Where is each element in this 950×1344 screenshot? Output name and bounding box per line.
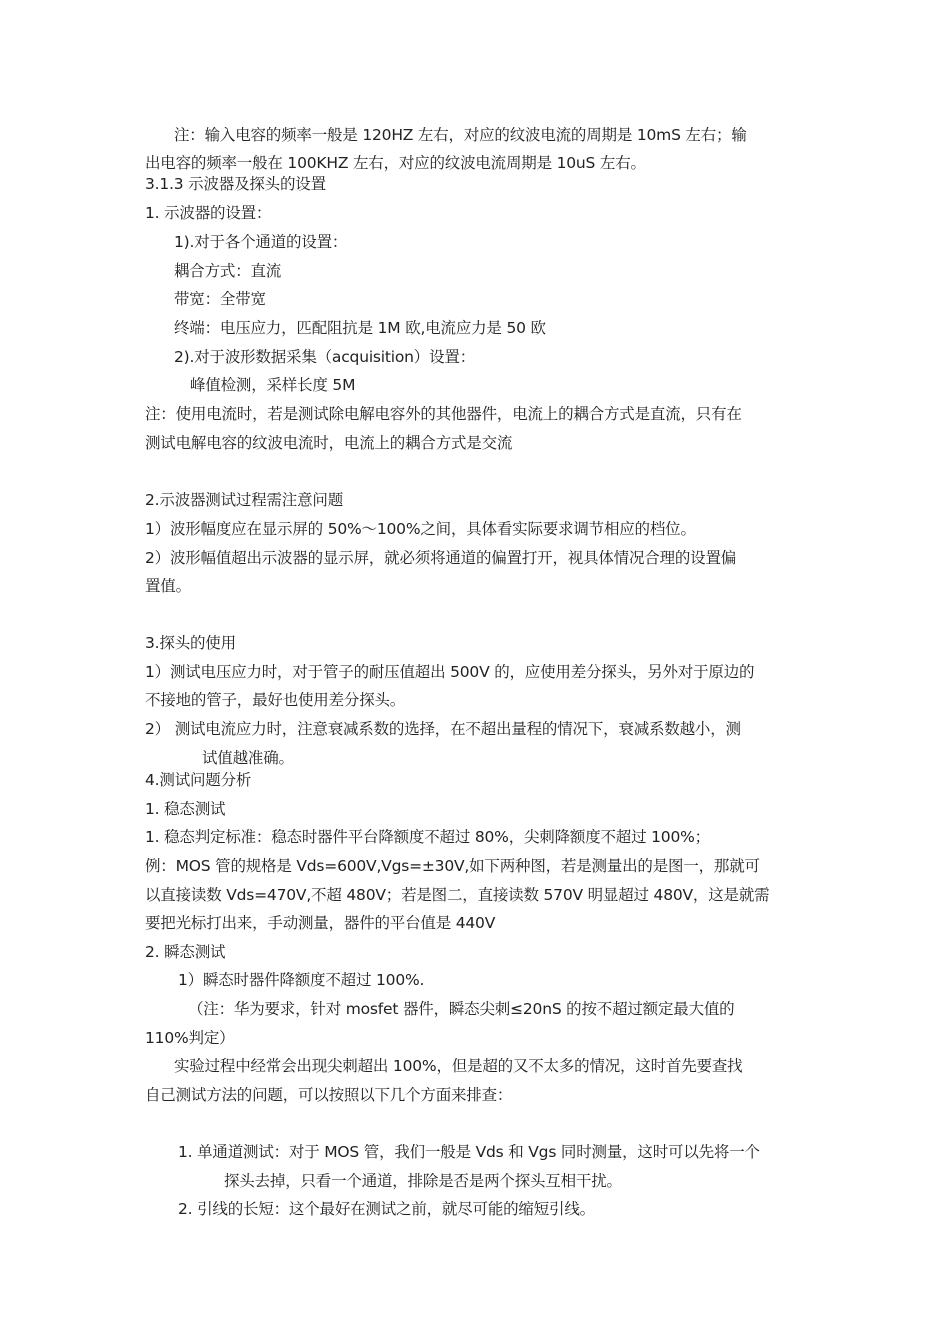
text-line: 2）波形幅值超出示波器的显示屏，就必须将通道的偏置打开，视具体情况合理的设置偏 — [145, 549, 737, 567]
text-line: 出电容的频率一般在 100KHZ 左右，对应的纹波电流周期是 10uS 左右。 — [145, 154, 646, 172]
section-heading: 3.1.3 示波器及探头的设置 — [145, 175, 326, 193]
text-line: （注：华为要求，针对 mosfet 器件，瞬态尖刺≤20nS 的按不超过额定最大值的 — [188, 1000, 735, 1018]
text-line: 1).对于各个通道的设置： — [174, 233, 348, 251]
text-line: 自己测试方法的问题，可以按照以下几个方面来排查： — [145, 1086, 513, 1104]
list-item: 1. 单通道测试：对于 MOS 管，我们一般是 Vds 和 Vgs 同时测量，这时可以先将一个 — [178, 1143, 760, 1161]
text-line: 试值越准确。 — [202, 749, 294, 767]
text-line: 2).对于波形数据采集（acquisition）设置： — [174, 348, 475, 366]
text-line: 2） 测试电流应力时，注意衰减系数的选择，在不超出量程的情况下，衰减系数越小，测 — [145, 720, 741, 738]
subsection-heading: 3.探头的使用 — [145, 634, 236, 652]
text-line: 1）波形幅度应在显示屏的 50%～100%之间，具体看实际要求调节相应的档位。 — [145, 520, 696, 538]
text-line: 不接地的管子，最好也使用差分探头。 — [145, 691, 406, 709]
text-line: 以直接读数 Vds=470V,不超 480V；若是图二，直接读数 570V 明显超过 480V，这是就需 — [145, 886, 770, 904]
note-line: 测试电解电容的纹波电流时，电流上的耦合方式是交流 — [145, 434, 513, 452]
text-line: 1. 稳态测试 — [145, 800, 226, 818]
subsection-heading: 1. 示波器的设置： — [145, 204, 272, 222]
text-line: 终端：电压应力，匹配阻抗是 1M 欧,电流应力是 50 欧 — [174, 319, 546, 337]
text-line: 1）瞬态时器件降额度不超过 100%. — [178, 971, 425, 989]
text-line: 要把光标打出来，手动测量，器件的平台值是 440V — [145, 914, 496, 932]
subsection-heading: 2.示波器测试过程需注意问题 — [145, 491, 343, 509]
text-line: 带宽：全带宽 — [174, 290, 266, 308]
text-line: 1）测试电压应力时，对于管子的耐压值超出 500V 的，应使用差分探头，另外对于原边的 — [145, 663, 755, 681]
text-line: 2. 瞬态测试 — [145, 943, 226, 961]
text-line: 耦合方式：直流 — [174, 262, 282, 280]
subsection-heading: 4.测试问题分析 — [145, 771, 252, 789]
text-line: 注：输入电容的频率一般是 120HZ 左右，对应的纹波电流的周期是 10mS 左右；输 — [174, 126, 747, 144]
text-line: 实验过程中经常会出现尖刺超出 100%，但是超的又不太多的情况，这时首先要查找 — [174, 1057, 743, 1075]
text-line: 置值。 — [145, 577, 191, 595]
text-line: 1. 稳态判定标准：稳态时器件平台降额度不超过 80%，尖刺降额度不超过 100%； — [145, 828, 710, 846]
text-line: 峰值检测，采样长度 5M — [190, 376, 356, 394]
text-line: 例：MOS 管的规格是 Vds=600V,Vgs=±30V,如下两种图，若是测量出的是图一，那就可 — [145, 857, 760, 875]
list-item: 探头去掉，只看一个通道，排除是否是两个探头互相干扰。 — [224, 1172, 622, 1190]
list-item: 2. 引线的长短：这个最好在测试之前，就尽可能的缩短引线。 — [178, 1200, 595, 1218]
text-line: 110%判定） — [145, 1029, 235, 1047]
note-line: 注：使用电流时，若是测试除电解电容外的其他器件，电流上的耦合方式是直流，只有在 — [145, 405, 742, 423]
